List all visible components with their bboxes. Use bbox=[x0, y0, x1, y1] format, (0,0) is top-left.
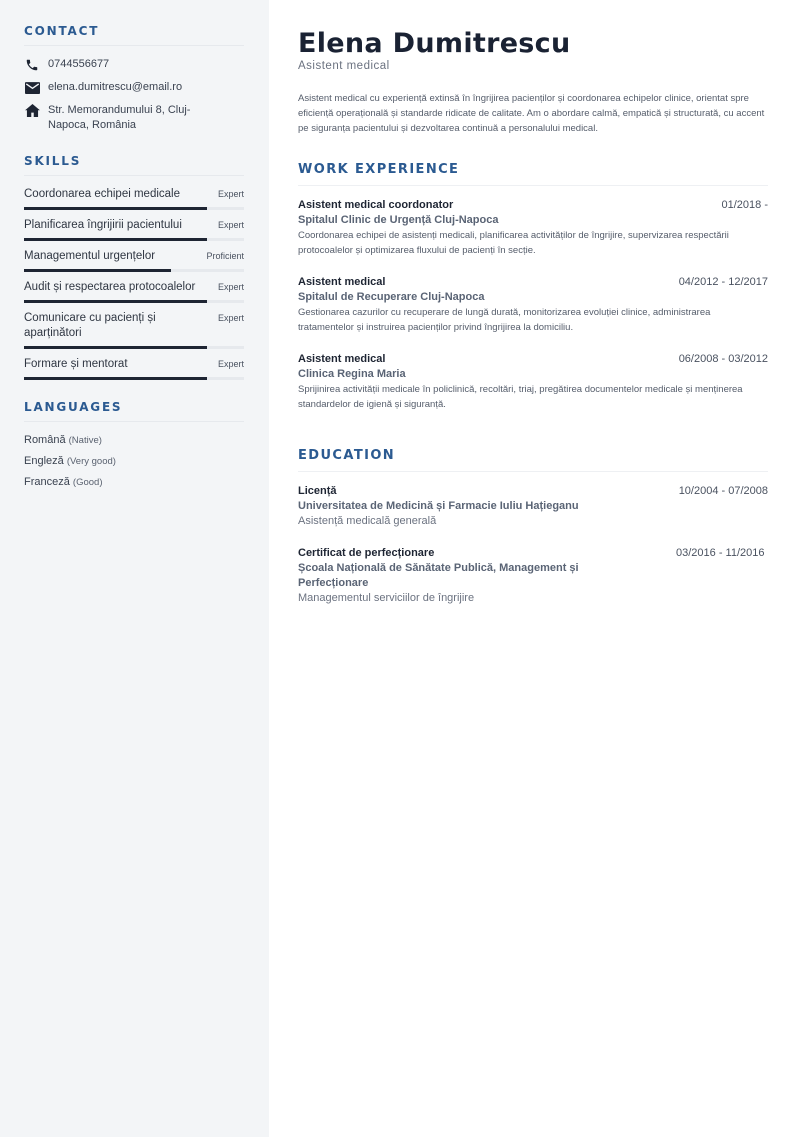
employer: Spitalul de Recuperare Cluj-Napoca bbox=[298, 291, 485, 303]
work-entry bbox=[298, 352, 768, 412]
skill-level: Expert bbox=[217, 189, 244, 199]
skill-item bbox=[24, 357, 244, 380]
work-heading: WORK EXPERIENCE bbox=[298, 162, 768, 186]
skill-name: Managementul urgențelor bbox=[24, 250, 156, 262]
skill-bar bbox=[24, 238, 244, 241]
skill-name: Planificarea îngrijirii pacientului bbox=[24, 219, 182, 231]
home-icon bbox=[24, 103, 40, 118]
contact-email bbox=[24, 80, 245, 95]
degree-title: Licență bbox=[298, 485, 337, 497]
skill-item bbox=[24, 280, 244, 303]
education-date: 10/2004 - 07/2008 bbox=[678, 485, 768, 497]
job-title: Asistent medical coordonator bbox=[298, 199, 454, 211]
job-description: Coordonarea echipei de asistenți medicali, planificarea activităților de îngrijire, supervizarea respectării protocoalelor și optimizarea fluxului de pacienți în secție. bbox=[298, 230, 729, 256]
contact-phone bbox=[24, 57, 245, 72]
phone-text: 0744556677 bbox=[48, 58, 110, 70]
languages-heading: LANGUAGES bbox=[24, 400, 244, 422]
address-text: Str. Memorandumului 8, Cluj-Napoca, România bbox=[48, 104, 191, 131]
skill-bar bbox=[24, 377, 244, 380]
skill-bar bbox=[24, 346, 244, 349]
education-heading: EDUCATION bbox=[298, 448, 768, 472]
candidate-name: Elena Dumitrescu bbox=[298, 28, 571, 59]
profile-summary: Asistent medical cu experiență extinsă în îngrijirea pacienților și coordonarea echipelor clinice, orientat spre eficiență operațională și standarde ridicate de calitate. Am o abordare calmă, empatică și structurată, cu accent pe siguranța pacientului și dezvoltarea continuă a personalului medical. bbox=[298, 93, 765, 134]
language-item bbox=[24, 475, 245, 490]
skill-level: Expert bbox=[217, 220, 244, 230]
work-entry bbox=[298, 275, 768, 335]
education-section bbox=[298, 448, 768, 606]
phone-icon bbox=[24, 57, 40, 72]
education-entry bbox=[298, 546, 768, 606]
skill-item bbox=[24, 249, 244, 272]
education-date: 03/2016 - 11/2016 bbox=[676, 547, 765, 559]
skill-bar bbox=[24, 300, 244, 303]
contact-section bbox=[24, 24, 245, 133]
language-name: Română bbox=[24, 434, 66, 446]
language-level: (Very good) bbox=[66, 456, 116, 467]
skill-level: Expert bbox=[217, 313, 244, 323]
education-entry bbox=[298, 484, 768, 529]
job-date: 04/2012 - 12/2017 bbox=[678, 276, 768, 288]
contact-address bbox=[24, 103, 245, 133]
contact-heading: CONTACT bbox=[24, 24, 244, 46]
language-level: (Good) bbox=[72, 477, 103, 488]
employer: Clinica Regina Maria bbox=[298, 368, 406, 380]
main-content bbox=[269, 0, 804, 1137]
language-name: Franceză bbox=[24, 476, 70, 488]
candidate-role: Asistent medical bbox=[298, 60, 390, 72]
job-date: 06/2008 - 03/2012 bbox=[678, 353, 768, 365]
skills-section bbox=[24, 154, 245, 380]
skill-level: Expert bbox=[217, 359, 244, 369]
skill-item bbox=[24, 311, 244, 349]
skill-name: Comunicare cu pacienți și aparținători bbox=[24, 312, 156, 339]
study-field: Asistență medicală generală bbox=[298, 515, 437, 527]
language-item bbox=[24, 454, 245, 469]
languages-section bbox=[24, 400, 245, 490]
sidebar bbox=[0, 0, 269, 1137]
job-description: Gestionarea cazurilor cu recuperare de lungă durată, monitorizarea evoluției clinice, administrarea tratamentelor și instruirea pacienților privind îngrijirea la domiciliu. bbox=[298, 307, 711, 333]
language-item bbox=[24, 433, 245, 448]
school-name: Universitatea de Medicină și Farmacie Iuliu Hațieganu bbox=[298, 500, 579, 512]
job-title: Asistent medical bbox=[298, 276, 386, 288]
skill-name: Audit și respectarea protocoalelor bbox=[24, 281, 196, 293]
job-description: Sprijinirea activității medicale în policlinică, recoltări, triaj, pregătirea documentelor medicale și menținerea standardelor de igienă și siguranță. bbox=[298, 384, 743, 410]
skill-item bbox=[24, 218, 244, 241]
skill-name: Coordonarea echipei medicale bbox=[24, 188, 180, 200]
email-text: elena.dumitrescu@email.ro bbox=[48, 81, 183, 93]
email-icon bbox=[24, 80, 40, 95]
degree-title: Certificat de perfecționare bbox=[298, 547, 435, 559]
skills-heading: SKILLS bbox=[24, 154, 244, 176]
employer: Spitalul Clinic de Urgență Cluj-Napoca bbox=[298, 214, 499, 226]
skill-bar bbox=[24, 269, 244, 272]
school-name: Școala Națională de Sănătate Publică, Management și Perfecționare bbox=[298, 562, 579, 589]
job-title: Asistent medical bbox=[298, 353, 386, 365]
language-level: (Native) bbox=[68, 435, 102, 446]
skill-level: Proficient bbox=[206, 251, 244, 261]
skill-name: Formare și mentorat bbox=[24, 358, 128, 370]
study-field: Managementul serviciilor de îngrijire bbox=[298, 592, 475, 604]
skill-bar bbox=[24, 207, 244, 210]
language-name: Engleză bbox=[24, 455, 64, 467]
job-date: 01/2018 - bbox=[721, 199, 768, 211]
work-entry bbox=[298, 198, 768, 258]
skill-item bbox=[24, 187, 244, 210]
work-experience-section bbox=[298, 162, 768, 412]
skill-level: Expert bbox=[217, 282, 244, 292]
